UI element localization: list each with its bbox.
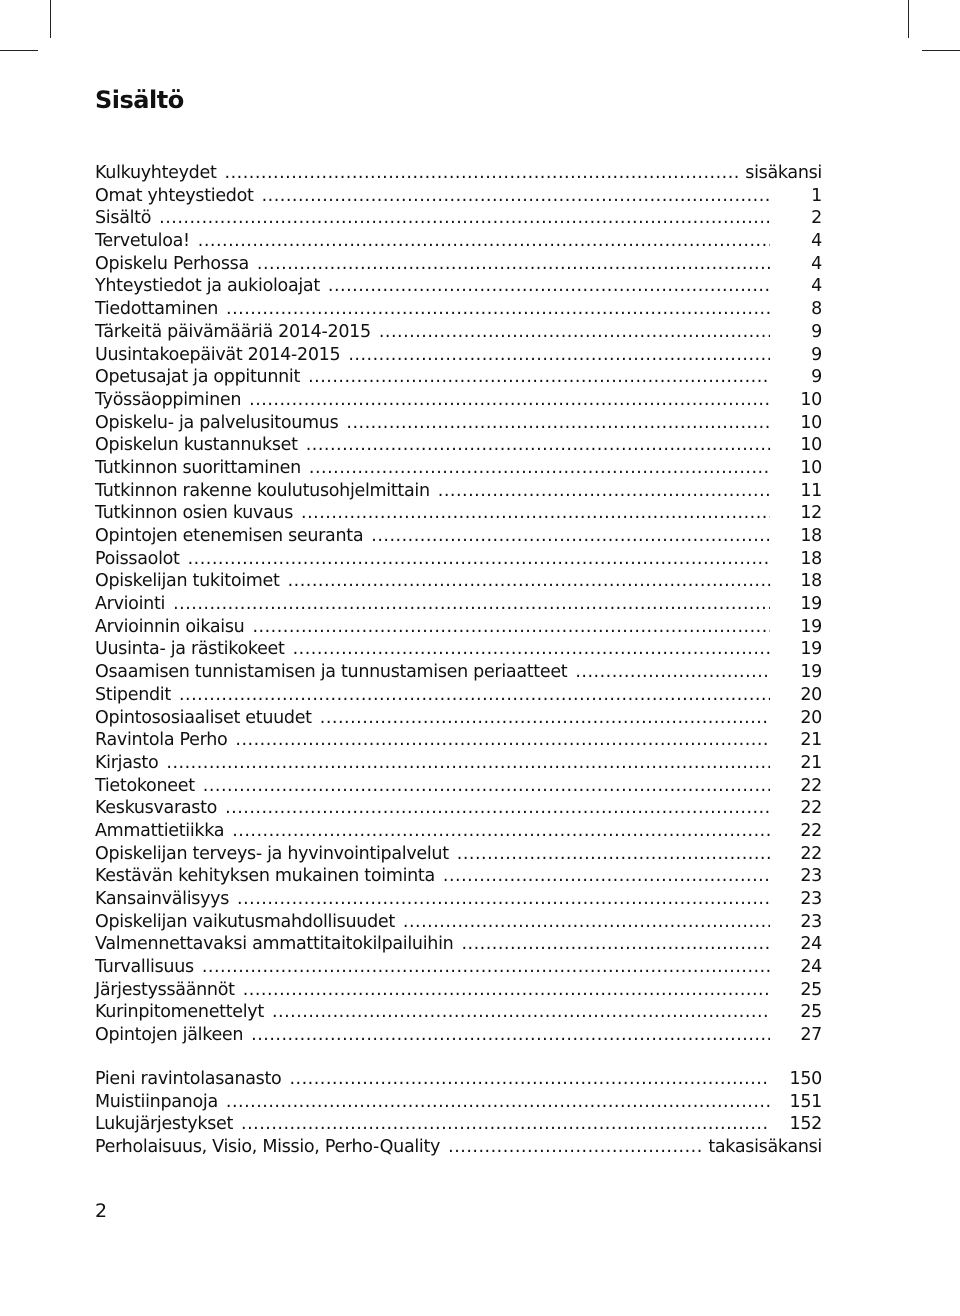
toc-entry-page: 12 xyxy=(800,503,822,524)
dot-leader xyxy=(309,457,770,480)
toc-entry-title: Sisältö xyxy=(95,208,152,229)
crop-mark-top-right-horizontal xyxy=(922,50,960,51)
toc-entry-title: Kurinpitomenettelyt xyxy=(95,1002,264,1023)
crop-mark-top-left-horizontal xyxy=(0,50,38,51)
toc-entry-title: Valmennettavaksi ammattitaitokilpailuihin xyxy=(95,934,454,955)
toc-entry-page: 22 xyxy=(800,775,822,796)
toc-entry xyxy=(95,979,822,1002)
toc-entry-page: 11 xyxy=(800,480,822,501)
toc-entry-title: Opiskelu- ja palvelusitoumus xyxy=(95,412,339,433)
toc-entry xyxy=(95,888,822,911)
dot-leader xyxy=(188,548,770,571)
toc-entry xyxy=(95,865,822,888)
dot-leader xyxy=(379,321,770,344)
toc-entry xyxy=(95,389,822,412)
toc-entry xyxy=(95,480,822,503)
toc-entry-page: 9 xyxy=(811,367,822,388)
toc-entry xyxy=(95,253,822,276)
toc-entry-page: 10 xyxy=(800,389,822,410)
toc-entry xyxy=(95,843,822,866)
toc-entry-page: 9 xyxy=(811,344,822,365)
toc-entry xyxy=(95,1001,822,1024)
toc-entry xyxy=(95,616,822,639)
toc-entry-page: 20 xyxy=(800,707,822,728)
dot-leader xyxy=(241,1113,770,1136)
dot-leader xyxy=(461,933,770,956)
dot-leader xyxy=(257,253,770,276)
toc-entry-page: 152 xyxy=(789,1114,822,1135)
toc-entry-page: 22 xyxy=(800,798,822,819)
toc-entry-page: 19 xyxy=(800,639,822,660)
toc-entry-title: Tutkinnon suorittaminen xyxy=(95,457,301,478)
toc-entry-page: 23 xyxy=(800,911,822,932)
toc-entry-title: Poissaolot xyxy=(95,548,180,569)
toc-entry-title: Uusintakoepäivät 2014-2015 xyxy=(95,344,341,365)
toc-entry xyxy=(95,525,822,548)
toc-entry-page: 9 xyxy=(811,321,822,342)
toc-entry-page: 8 xyxy=(811,299,822,320)
toc-entry-page: 18 xyxy=(800,548,822,569)
toc-entry-page: 23 xyxy=(800,889,822,909)
toc-entry xyxy=(95,570,822,593)
toc-entry-page: 150 xyxy=(789,1069,822,1089)
dot-leader xyxy=(173,593,770,616)
toc-entry-title: Opintojen etenemisen seuranta xyxy=(95,526,364,546)
dot-leader xyxy=(225,162,740,185)
toc-entry-title: Tutkinnon osien kuvaus xyxy=(95,503,294,524)
toc-entry-title: Kirjasto xyxy=(95,752,159,773)
toc-entry-title: Yhteystiedot ja aukioloajat xyxy=(95,276,320,297)
toc-entry-page: 4 xyxy=(811,276,822,297)
dot-leader xyxy=(448,1136,702,1159)
toc-entry xyxy=(95,457,822,480)
dot-leader xyxy=(289,1068,770,1091)
dot-leader xyxy=(443,865,770,888)
dot-leader xyxy=(301,502,770,525)
toc-entry-title: Uusinta- ja rästikokeet xyxy=(95,639,285,660)
toc-entry-page: 21 xyxy=(800,730,822,751)
dot-leader xyxy=(403,911,770,934)
table-of-contents xyxy=(95,162,822,1047)
toc-entry xyxy=(95,502,822,525)
toc-entry xyxy=(95,344,822,367)
dot-leader xyxy=(438,480,770,503)
toc-entry-title: Opiskelu Perhossa xyxy=(95,253,249,274)
toc-entry-title: Omat yhteystiedot xyxy=(95,185,254,206)
toc-entry xyxy=(95,185,822,208)
toc-entry-title: Kulkuyhteydet xyxy=(95,163,217,183)
dot-leader xyxy=(226,298,770,321)
toc-entry-page: 21 xyxy=(800,752,822,773)
toc-entry-page: 2 xyxy=(811,208,822,229)
toc-entry xyxy=(95,321,822,344)
toc-entry-page: 10 xyxy=(800,412,822,433)
dot-leader xyxy=(251,1024,770,1047)
toc-entry-page: 24 xyxy=(800,934,822,955)
dot-leader xyxy=(346,412,770,435)
dot-leader xyxy=(252,616,770,639)
toc-entry-page: 23 xyxy=(800,866,822,887)
toc-entry xyxy=(95,275,822,298)
toc-entry-title: Työssäoppiminen xyxy=(95,389,242,410)
toc-entry xyxy=(95,911,822,934)
toc-entry-page: 151 xyxy=(789,1091,822,1112)
dot-leader xyxy=(179,684,770,707)
toc-entry-title: Järjestyssäännöt xyxy=(95,979,235,1000)
dot-leader xyxy=(288,570,770,593)
dot-leader xyxy=(237,888,770,911)
toc-entry-title: Opiskelijan terveys- ja hyvinvointipalvelut xyxy=(95,843,449,864)
toc-entry xyxy=(95,684,822,707)
toc-entry-page: takasisäkansi xyxy=(708,1137,822,1158)
toc-entry xyxy=(95,1068,822,1091)
toc-entry-title: Kansainvälisyys xyxy=(95,889,230,909)
toc-entry xyxy=(95,729,822,752)
toc-entry-page: 27 xyxy=(800,1025,822,1046)
toc-entry-page: 24 xyxy=(800,957,822,978)
dot-leader xyxy=(232,820,770,843)
toc-entry-page: 25 xyxy=(800,1002,822,1023)
toc-entry xyxy=(95,366,822,389)
dot-leader xyxy=(328,275,770,298)
toc-entry xyxy=(95,956,822,979)
dot-leader xyxy=(262,185,770,208)
toc-entry-title: Tervetuloa! xyxy=(95,231,190,252)
toc-entry xyxy=(95,1091,822,1114)
toc-entry xyxy=(95,230,822,253)
toc-entry-page: 4 xyxy=(811,253,822,274)
toc-entry-page: 18 xyxy=(800,571,822,592)
toc-entry xyxy=(95,207,822,230)
crop-mark-top-right-vertical xyxy=(908,0,909,38)
dot-leader xyxy=(575,661,770,684)
toc-entry-title: Arviointi xyxy=(95,594,166,615)
dot-leader xyxy=(308,366,770,389)
dot-leader xyxy=(159,207,770,230)
dot-leader xyxy=(348,344,770,367)
toc-entry-page: 19 xyxy=(800,594,822,615)
dot-leader xyxy=(272,1001,770,1024)
toc-entry-page: 4 xyxy=(811,231,822,252)
toc-entry-page: 19 xyxy=(800,662,822,683)
dot-leader xyxy=(225,797,770,820)
toc-entry-title: Arvioinnin oikaisu xyxy=(95,616,245,637)
dot-leader xyxy=(371,525,770,548)
toc-entry-page: 20 xyxy=(800,684,822,705)
toc-entry-page: 1 xyxy=(811,185,822,206)
table-of-contents-appendix xyxy=(95,1068,822,1159)
toc-entry-page: 22 xyxy=(800,820,822,841)
toc-entry xyxy=(95,820,822,843)
crop-mark-top-left-vertical xyxy=(50,0,51,38)
toc-entry-page: 19 xyxy=(800,616,822,637)
toc-entry xyxy=(95,1024,822,1047)
toc-entry-title: Ammattietiikka xyxy=(95,820,225,841)
toc-entry-title: Perholaisuus, Visio, Missio, Perho-Quality xyxy=(95,1137,441,1158)
dot-leader xyxy=(306,434,770,457)
toc-entry xyxy=(95,593,822,616)
toc-entry-title: Kestävän kehityksen mukainen toiminta xyxy=(95,866,435,887)
toc-entry-title: Opiskelun kustannukset xyxy=(95,435,298,456)
toc-entry xyxy=(95,638,822,661)
toc-entry xyxy=(95,434,822,457)
toc-entry xyxy=(95,548,822,571)
toc-entry-title: Muistiinpanoja xyxy=(95,1091,218,1112)
toc-entry-title: Opetusajat ja oppitunnit xyxy=(95,367,301,388)
dot-leader xyxy=(293,638,770,661)
toc-entry-page: 10 xyxy=(800,435,822,456)
toc-entry xyxy=(95,162,822,185)
toc-entry xyxy=(95,933,822,956)
toc-entry-title: Opiskelijan vaikutusmahdollisuudet xyxy=(95,911,395,932)
dot-leader xyxy=(166,752,770,775)
toc-entry xyxy=(95,707,822,730)
dot-leader xyxy=(243,979,770,1002)
toc-entry-title: Tietokoneet xyxy=(95,775,195,796)
toc-entry xyxy=(95,1113,822,1136)
page-title: Sisältö xyxy=(95,86,184,114)
toc-entry-title: Tutkinnon rakenne koulutusohjelmittain xyxy=(95,480,430,501)
dot-leader xyxy=(226,1091,770,1114)
toc-entry xyxy=(95,797,822,820)
dot-leader xyxy=(457,843,770,866)
toc-entry-title: Tiedottaminen xyxy=(95,299,219,320)
page-number: 2 xyxy=(95,1200,108,1222)
toc-entry xyxy=(95,298,822,321)
dot-leader xyxy=(235,729,770,752)
toc-entry-page: 10 xyxy=(800,457,822,478)
dot-leader xyxy=(320,707,770,730)
toc-entry-title: Pieni ravintolasanasto xyxy=(95,1069,282,1089)
toc-entry xyxy=(95,412,822,435)
dot-leader xyxy=(198,230,770,253)
toc-entry-title: Opintososiaaliset etuudet xyxy=(95,707,312,728)
toc-entry xyxy=(95,661,822,684)
toc-entry-page: 25 xyxy=(800,979,822,1000)
dot-leader xyxy=(202,956,770,979)
toc-entry xyxy=(95,775,822,798)
toc-entry-title: Turvallisuus xyxy=(95,957,194,978)
toc-entry-page: 22 xyxy=(800,843,822,864)
toc-entry xyxy=(95,752,822,775)
toc-entry xyxy=(95,1136,822,1159)
toc-entry-title: Keskusvarasto xyxy=(95,798,218,819)
toc-entry-title: Osaamisen tunnistamisen ja tunnustamisen periaatteet xyxy=(95,662,568,683)
toc-entry-title: Tärkeitä päivämääriä 2014-2015 xyxy=(95,321,371,342)
toc-entry-title: Lukujärjestykset xyxy=(95,1114,234,1135)
toc-entry-title: Ravintola Perho xyxy=(95,730,228,751)
toc-entry-title: Opintojen jälkeen xyxy=(95,1025,244,1046)
toc-entry-title: Opiskelijan tukitoimet xyxy=(95,571,280,592)
toc-entry-page: sisäkansi xyxy=(745,163,822,183)
toc-entry-page: 18 xyxy=(800,526,822,546)
dot-leader xyxy=(249,389,770,412)
dot-leader xyxy=(203,775,770,798)
toc-entry-title: Stipendit xyxy=(95,684,171,705)
